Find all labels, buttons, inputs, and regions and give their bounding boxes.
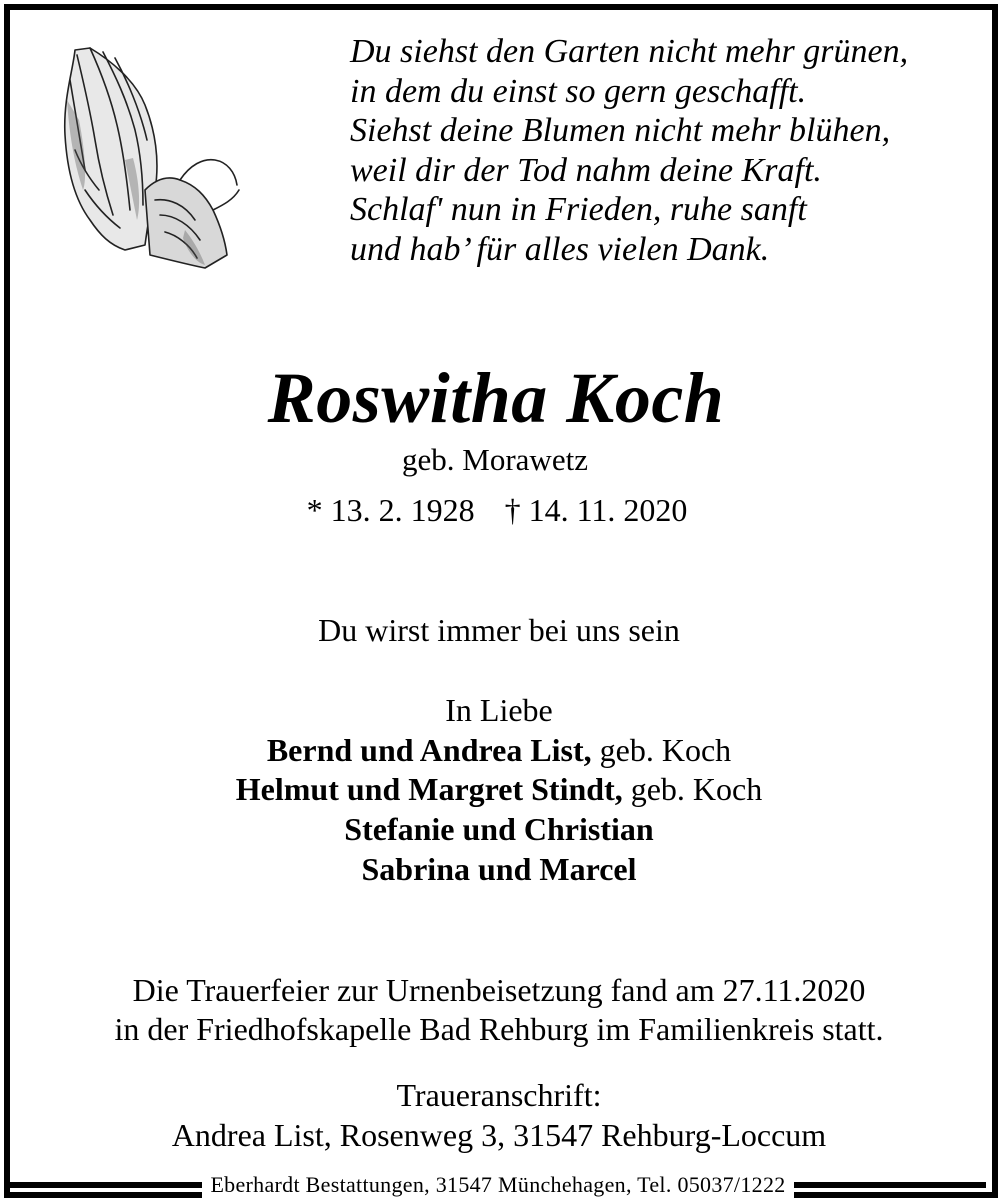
mourner-names: Stefanie und Christian xyxy=(344,811,654,847)
mourner-line xyxy=(0,732,998,768)
mourner-names: Sabrina und Marcel xyxy=(361,851,637,887)
poem-line: und hab’ für alles vielen Dank. xyxy=(350,230,770,268)
footer-text: Eberhardt Bestattungen, 31547 Münchehagen, Tel. 05037/1222 xyxy=(202,1172,793,1198)
birth-name: geb. Morawetz xyxy=(402,442,588,477)
mourner-names: Bernd und Andrea List, xyxy=(266,732,592,768)
mourner-names: Helmut und Margret Stindt, xyxy=(235,771,623,807)
mourners-intro: In Liebe xyxy=(445,692,553,728)
poem-line: Schlaf' nun in Frieden, ruhe sanft xyxy=(350,191,807,228)
life-dates xyxy=(0,492,998,528)
poem xyxy=(350,32,908,269)
mourner-suffix: geb. Koch xyxy=(591,732,732,768)
poem-line: weil dir der Tod nahm deine Kraft. xyxy=(350,151,822,189)
poem-line: in dem du einst so gern geschafft. xyxy=(350,72,807,110)
footer-rule-right xyxy=(794,1182,986,1188)
praying-hands-icon xyxy=(55,40,240,275)
poem-line: Siehst deine Blumen nicht mehr blühen, xyxy=(350,112,891,149)
address-value: Andrea List, Rosenweg 3, 31547 Rehburg-Loccum xyxy=(171,1117,827,1153)
mourner-line xyxy=(0,851,998,887)
footer xyxy=(10,1170,986,1200)
address-label: Traueranschrift: xyxy=(396,1077,602,1113)
mourner-line xyxy=(0,811,998,847)
death-date: † 14. 11. 2020 xyxy=(504,492,688,528)
birth-date: * 13. 2. 1928 xyxy=(306,492,475,528)
deceased-name: Roswitha Koch xyxy=(267,358,725,438)
mourner-suffix: geb. Koch xyxy=(622,771,763,807)
ceremony-line: in der Friedhofskapelle Bad Rehburg im Familienkreis statt. xyxy=(114,1011,884,1047)
motto: Du wirst immer bei uns sein xyxy=(318,612,680,648)
ceremony-line: Die Trauerfeier zur Urnenbeisetzung fand am 27.11.2020 xyxy=(132,972,866,1008)
poem-line: Du siehst den Garten nicht mehr grünen, xyxy=(350,33,909,70)
footer-rule-left xyxy=(10,1182,202,1188)
mourner-line xyxy=(0,771,998,807)
